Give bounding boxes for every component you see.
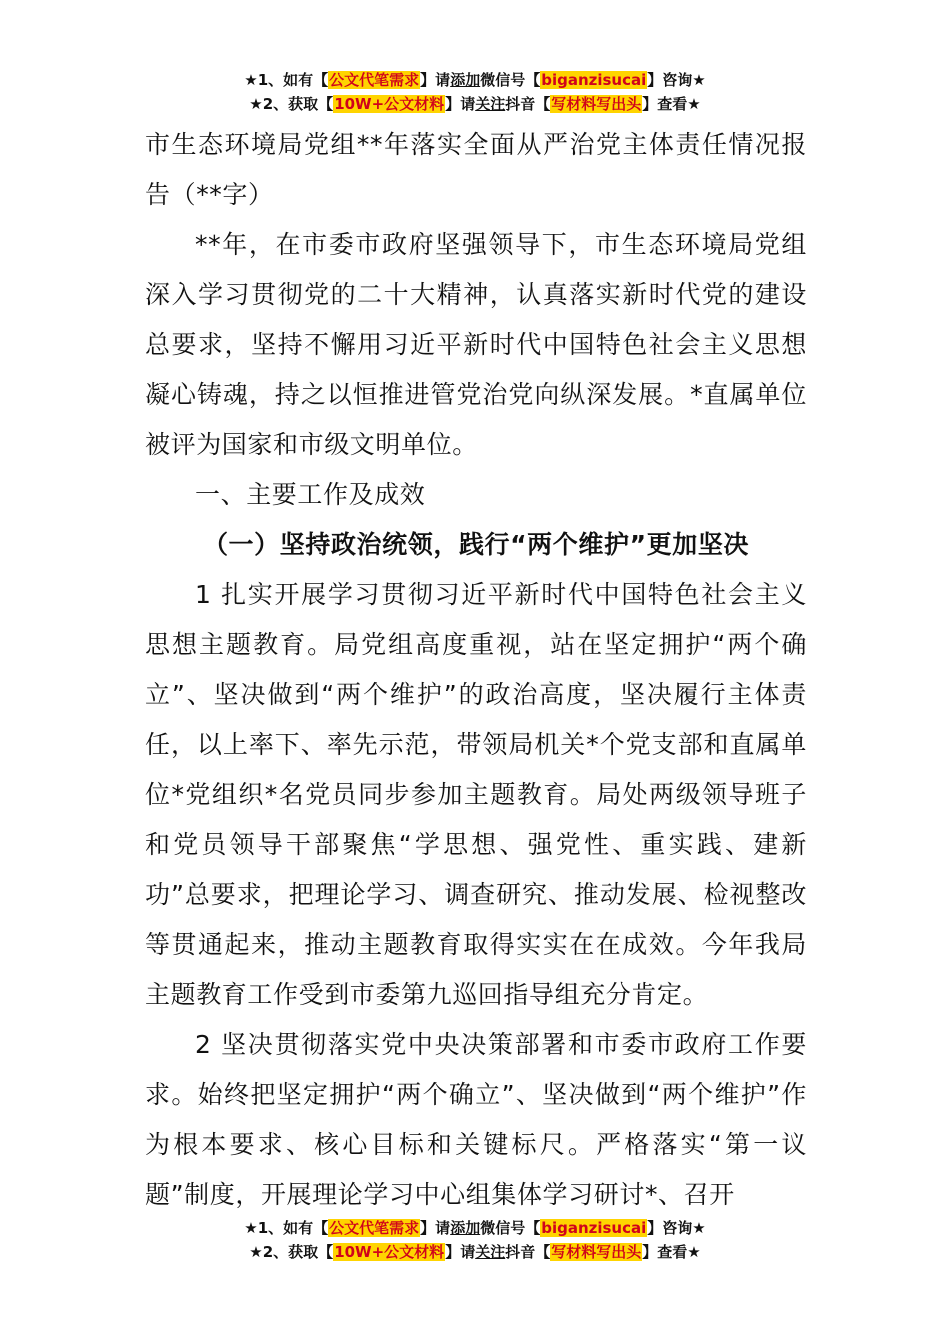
banner-text: ★1、如有【 (244, 1219, 329, 1237)
banner-underlined-text: 添加 (450, 71, 481, 89)
banner-highlight: 10W+公文材料 (334, 95, 445, 113)
banner-line-2 (0, 92, 950, 116)
banner-highlight: 10W+公文材料 (334, 1243, 445, 1261)
banner-highlight: 写材料写出头 (551, 95, 642, 113)
header-banner (0, 68, 950, 116)
banner-text: 】请 (420, 1219, 451, 1237)
paragraph-item-2: 2 坚决贯彻落实党中央决策部署和市委市政府工作要求。始终把坚定拥护“两个确立”、坚决做到“两个维护”作为根本要求、核心目标和关键标尺。严格落实“第一议题”制度，开展理论学习中心组集体学习研讨*、召开 (145, 1030, 807, 1209)
banner-text: 抖音【 (505, 1243, 551, 1261)
banner-text: 】咨询★ (647, 1219, 706, 1237)
banner-highlight: 公文代笔需求 (329, 71, 420, 89)
banner-text: 】查看★ (642, 1243, 701, 1261)
banner-text: 】咨询★ (647, 71, 706, 89)
banner-text: 】查看★ (642, 95, 701, 113)
banner-text: ★1、如有【 (244, 71, 329, 89)
banner-text: 微信号【 (480, 1219, 541, 1237)
banner-highlight: 公文代笔需求 (329, 1219, 420, 1237)
document-body (145, 120, 807, 1220)
banner-text: 】请 (445, 95, 476, 113)
footer-banner (0, 1216, 950, 1264)
banner-highlight: biganzisucai (541, 1219, 647, 1237)
banner-text: 抖音【 (505, 95, 551, 113)
banner-text: 】请 (420, 71, 451, 89)
banner-underlined-text: 关注 (475, 1243, 506, 1261)
banner-text: 】请 (445, 1243, 476, 1261)
banner-highlight: biganzisucai (541, 71, 647, 89)
subsection-heading: （一）坚持政治统领，践行“两个维护”更加坚决 (202, 530, 750, 559)
paragraph-item-1: 1 扎实开展学习贯彻习近平新时代中国特色社会主义思想主题教育。局党组高度重视，站在坚定拥护“两个确立”、坚决做到“两个维护”的政治高度，坚决履行主体责任，以上率下、率先示范，带领局机关*个党支部和直属单位*党组织*名党员同步参加主题教育。局处两级领导班子和党员领导干部聚焦“学思想、强党性、重实践、建新功”总要求，把理论学习、调查研究、推动发展、检视整改等贯通起来，推动主题教育取得实实在在成效。今年我局主题教育工作受到市委第九巡回指导组充分肯定。 (145, 580, 807, 1009)
document-title: 市生态环境局党组**年落实全面从严治党主体责任情况报告（**字） (145, 130, 807, 209)
banner-highlight: 写材料写出头 (551, 1243, 642, 1261)
banner-line-1 (0, 1216, 950, 1240)
banner-line-1 (0, 68, 950, 92)
banner-line-2 (0, 1240, 950, 1264)
intro-paragraph: **年，在市委市政府坚强领导下，市生态环境局党组深入学习贯彻党的二十大精神，认真落实新时代党的建设总要求，坚持不懈用习近平新时代中国特色社会主义思想凝心铸魂，持之以恒推进管党治党向纵深发展。*直属单位被评为国家和市级文明单位。 (145, 230, 807, 459)
banner-text: 微信号【 (480, 71, 541, 89)
section-heading: 一、主要工作及成效 (195, 480, 426, 509)
banner-underlined-text: 关注 (475, 95, 506, 113)
banner-underlined-text: 添加 (450, 1219, 481, 1237)
banner-text: ★2、获取【 (249, 1243, 334, 1261)
banner-text: ★2、获取【 (249, 95, 334, 113)
